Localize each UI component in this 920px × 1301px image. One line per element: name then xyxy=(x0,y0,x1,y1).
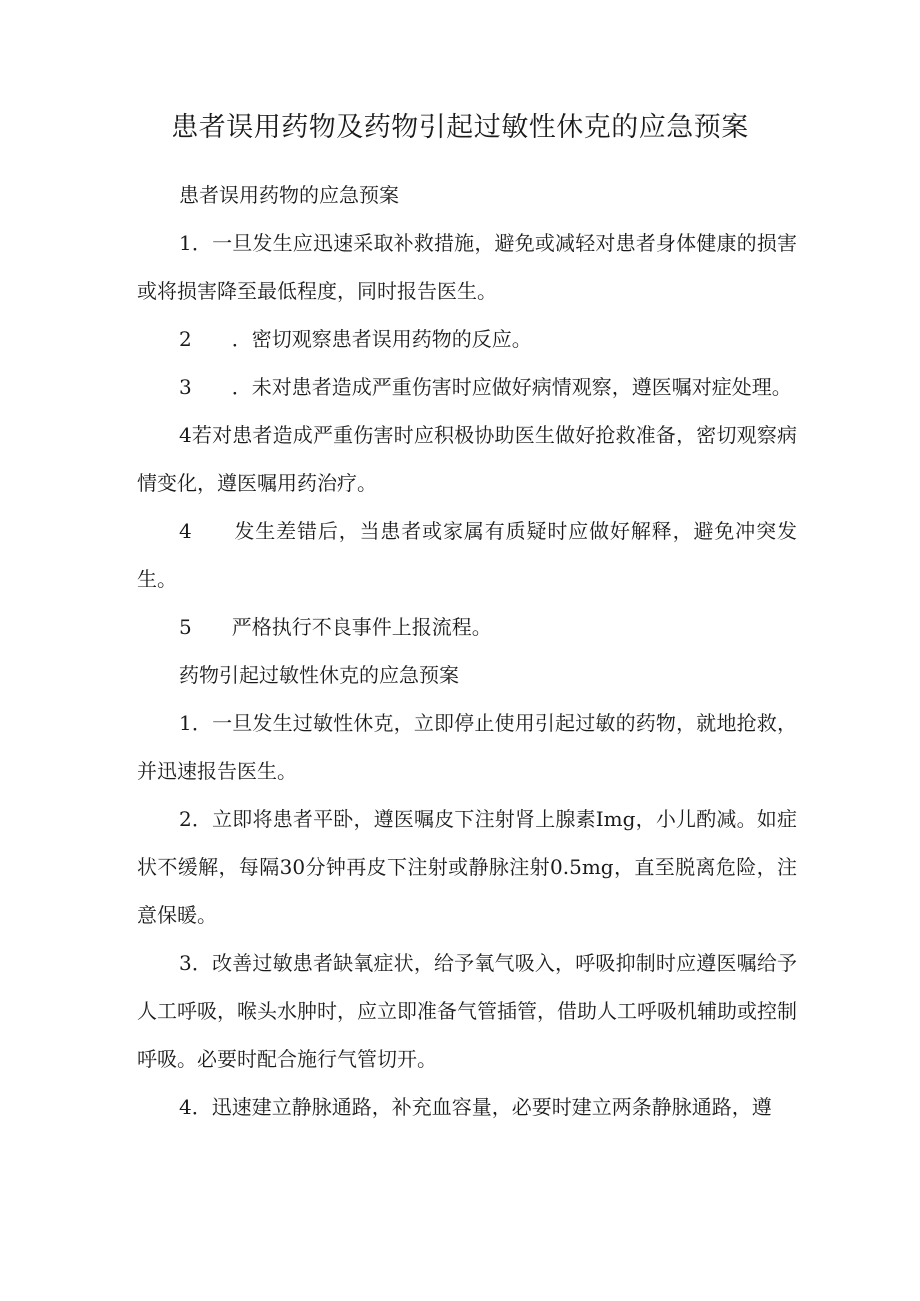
paragraph-misuse-3: 3 ．未对患者造成严重伤害时应做好病情观察，遵医嘱对症处理。 xyxy=(179,375,792,399)
paragraph-misuse-5: 5 严格执行不良事件上报流程。 xyxy=(179,615,492,639)
section-heading-anaphylaxis: 药物引起过敏性休克的应急预案 xyxy=(179,663,459,687)
paragraph-misuse-4b: 4 发生差错后，当患者或家属有质疑时应做好解释，避免冲突发生。 xyxy=(137,519,797,591)
paragraph-misuse-4a: 4若对患者造成严重伤害时应积极协助医生做好抢救准备，密切观察病情变化，遵医嘱用药治疗。 xyxy=(137,423,797,495)
paragraph-anaphylaxis-4: 4．迅速建立静脉通路，补充血容量，必要时建立两条静脉通路，遵 xyxy=(179,1095,772,1119)
paragraph-misuse-1: 1．一旦发生应迅速采取补救措施，避免或减轻对患者身体健康的损害或将损害降至最低程度，同时报告医生。 xyxy=(137,231,797,303)
paragraph-anaphylaxis-1: 1．一旦发生过敏性休克，立即停止使用引起过敏的药物，就地抢救，并迅速报告医生。 xyxy=(137,711,797,783)
paragraph-misuse-2: 2 ．密切观察患者误用药物的反应。 xyxy=(179,327,532,351)
document-title: 患者误用药物及药物引起过敏性休克的应急预案 xyxy=(171,112,749,143)
paragraph-anaphylaxis-3: 3．改善过敏患者缺氧症状，给予氧气吸入，呼吸抑制时应遵医嘱给予人工呼吸，喉头水肿时，应立即准备气管插管，借助人工呼吸机辅助或控制呼吸。必要时配合施行气管切开。 xyxy=(137,951,797,1071)
section-heading-misuse: 患者误用药物的应急预案 xyxy=(179,183,399,207)
document-body xyxy=(137,171,797,1131)
paragraph-anaphylaxis-2: 2．立即将患者平卧，遵医嘱皮下注射肾上腺素Img，小儿酌减。如症状不缓解，每隔30分钟再皮下注射或静脉注射0.5mg，直至脱离危险，注意保暖。 xyxy=(137,807,797,927)
